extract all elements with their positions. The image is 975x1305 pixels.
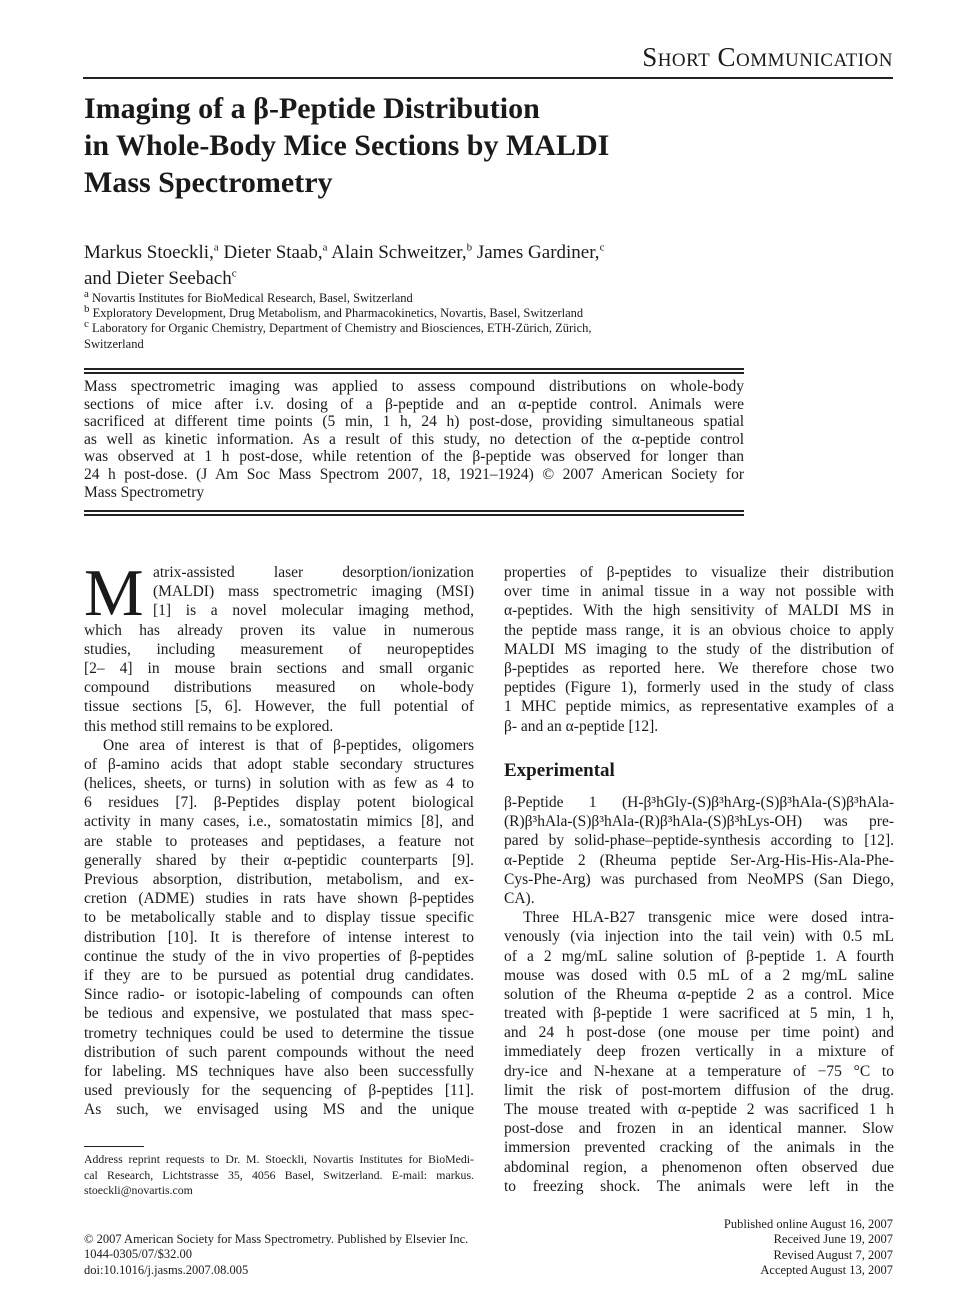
body-line: Three HLA-B27 transgenic mice were dosed intra- xyxy=(523,909,894,927)
affil-text: Novartis Institutes for BioMedical Research, Basel, Switzerland xyxy=(88,291,413,305)
body-line: used previously for the sequencing of β-peptides [11]. xyxy=(84,1082,474,1100)
body-line: β-Peptide 1 (H-β³hGly-(S)β³hArg-(S)β³hAla-(S)β³hAla- xyxy=(504,794,894,811)
title-line: Mass Spectrometry xyxy=(84,166,333,199)
body-line: distribution [10]. It is therefore of intense interest to xyxy=(84,928,474,946)
body-line: (R)β³hAla-(S)β³hAla-(R)β³hAla-(S)β³hLys-OH) was pre- xyxy=(504,813,894,831)
affiliation xyxy=(84,318,724,336)
body-line: atrix-assisted laser desorption/ionization xyxy=(153,564,474,581)
body-line: activity in many cases, i.e., somatostatin mimics [8], and xyxy=(84,813,474,831)
affil-text: Exploratory Development, Drug Metabolism, and Pharmacokinetics, Novartis, Basel, Switzerland xyxy=(89,306,584,321)
body-line: this method still remains to be explored. xyxy=(84,717,334,735)
body-line: One area of interest is that of β-peptides, oligomers xyxy=(103,736,474,754)
body-line: limit the risk of post-mortem diffusion of the drug. xyxy=(504,1081,894,1099)
affil-mark: c xyxy=(84,318,89,331)
body-line: cretion (ADME) studies in rats have shown β-peptides xyxy=(84,890,474,908)
body-line: properties of β-peptides to visualize their distribution xyxy=(504,564,894,581)
abstract xyxy=(84,378,744,501)
title-line: in Whole-Body Mice Sections by MALDI xyxy=(84,129,610,162)
body-line: tissue sections [5, 6]. However, the full potential of xyxy=(84,698,474,716)
doi-line: doi:10.1016/j.jasms.2007.08.005 xyxy=(84,1262,249,1277)
body-line: mouse was dosed with 0.5 mL of a 2 mg/mL saline xyxy=(504,966,894,984)
abstract-line: was observed at 1 h post-dose, while retention of the β-peptide was observed for longer than xyxy=(84,448,744,466)
author-name: Dieter Staab, xyxy=(218,242,323,263)
author-name: and Dieter Seebach xyxy=(84,268,232,289)
body-line: which has already proven its value in numerous xyxy=(84,621,474,639)
body-line: pared by solid-phase–peptide-synthesis according to [12]. xyxy=(504,832,894,850)
abstract-line: sections of mice after i.v. dosing of a β-peptide and an α-peptide control. Animals were xyxy=(84,395,744,413)
body-line: generally shared by their α-peptidic counterparts [9]. xyxy=(84,851,474,869)
abstract-line: Mass Spectrometry xyxy=(84,483,205,501)
footnote-line: stoeckli@novartis.com xyxy=(84,1183,193,1197)
body-line: to freezing shock. The animals were left in the xyxy=(504,1177,894,1195)
affiliations xyxy=(84,287,724,352)
body-line: over time in animal tissue in a way not possible with xyxy=(504,583,894,601)
affiliation xyxy=(84,287,724,306)
author-name: James Gardiner, xyxy=(472,242,600,263)
intro-dropcap-lines xyxy=(153,563,474,621)
body-line: and 24 h post-dose (one mouse per time point) and xyxy=(504,1024,894,1042)
author-affil-mark: a xyxy=(322,241,328,254)
affiliation xyxy=(84,303,724,321)
body-line: of a 2 mg/mL saline solution of β-peptide 1. A fourth xyxy=(504,947,894,965)
copyright-block xyxy=(84,1232,468,1278)
author-list xyxy=(84,240,724,292)
abstract-rule-bottom xyxy=(84,514,744,516)
author-affil-mark: c xyxy=(599,241,605,254)
body-line: (helices, sheets, or turns) in solution with as few as 4 to xyxy=(84,775,474,793)
abstract-line: Mass spectrometric imaging was applied to assess compound distributions on whole-body xyxy=(84,378,744,395)
experimental-body xyxy=(504,793,894,1196)
body-line: α-peptides. With the high sensitivity of MALDI MS in xyxy=(504,602,894,620)
affil-text: Switzerland xyxy=(84,336,144,351)
body-line: be tedious and expensive, we postulated that mass spec- xyxy=(84,1005,474,1023)
body-line: dry-ice and N-hexane at a temperature of −75 °C to xyxy=(504,1062,894,1080)
accepted-date: Accepted August 13, 2007 xyxy=(760,1262,893,1277)
body-line: β- and an α-peptide [12]. xyxy=(504,717,659,735)
drop-cap: M xyxy=(84,556,144,630)
footnote-rule xyxy=(84,1146,144,1147)
body-line: to be metabolically stable and to display tissue specific xyxy=(84,909,474,927)
affil-text: Laboratory for Organic Chemistry, Department of Chemistry and Biosciences, ETH-Zürich, Zürich, xyxy=(88,321,592,336)
issn-line: 1044-0305/07/$32.00 xyxy=(84,1247,192,1262)
body-line: α-Peptide 2 (Rheuma peptide Ser-Arg-His-His-Ala-Phe- xyxy=(504,851,894,869)
author-affil-mark: b xyxy=(466,241,473,254)
copyright-line: © 2007 American Society for Mass Spectrometry. Published by Elsevier Inc. xyxy=(84,1232,469,1246)
body-line: of β-amino acids that adopt stable secondary structures xyxy=(84,755,474,773)
author-affil-mark: a xyxy=(213,241,219,254)
affil-mark: b xyxy=(84,303,90,316)
body-line: Since radio- or isotopic-labeling of compounds can often xyxy=(84,986,474,1004)
body-line: peptides (Figure 1), formerly used in the study of class xyxy=(504,679,894,697)
body-line: post-dose and frozen in an identical manner. Slow xyxy=(504,1120,894,1138)
received-date: Received June 19, 2007 xyxy=(773,1232,893,1247)
author-name: Alain Schweitzer, xyxy=(327,242,467,263)
body-line: [1] is a novel molecular imaging method, xyxy=(153,602,474,620)
affil-mark: a xyxy=(84,287,89,300)
body-line: venously (via injection into the tail vein) with 0.5 mL xyxy=(504,928,894,946)
author-name: Markus Stoeckli, xyxy=(84,242,214,263)
abstract-rule-top xyxy=(84,368,744,370)
header-rule xyxy=(83,77,893,79)
revised-date: Revised August 7, 2007 xyxy=(773,1247,893,1262)
body-line: if they are to be pursued as potential drug candidates. xyxy=(84,966,474,984)
title-line: Imaging of a β-Peptide Distribution xyxy=(84,92,540,125)
body-line: solution of the Rheuma α-peptide 2 as a control. Mice xyxy=(504,985,894,1003)
abstract-line: 24 h post-dose. (J Am Soc Mass Spectrom 2007, 18, 1921–1924) © 2007 American Society for xyxy=(84,465,744,483)
body-line: distribution of such parent compounds without the need xyxy=(84,1043,474,1061)
body-line: 6 residues [7]. β-Peptides display potent biological xyxy=(84,794,474,812)
body-line: 1 MHC peptide mimics, as representative examples of a xyxy=(504,698,894,716)
body-line: Cys-Phe-Arg) was purchased from NeoMPS (San Diego, xyxy=(504,870,894,888)
correspondence-footnote xyxy=(84,1152,474,1199)
affiliation xyxy=(84,337,724,352)
body-line: are stable to proteases and peptidases, a feature not xyxy=(84,832,474,850)
author-line xyxy=(84,266,724,292)
abstract-rule-bottom xyxy=(84,510,744,512)
body-line: trometry techniques could be used to determine the tissue xyxy=(84,1024,474,1042)
body-line: continue the study of the in vivo properties of β-peptides xyxy=(84,947,474,965)
author-line xyxy=(84,240,724,266)
section-label: Short Communication xyxy=(642,42,893,72)
body-line: The mouse treated with α-peptide 2 was sacrificed 1 h xyxy=(504,1101,894,1118)
body-line: β-peptides as reported here. We therefore chose two xyxy=(504,659,894,677)
right-column-intro xyxy=(504,563,894,736)
abstract-line: sacrificed at different time points (5 min, 1 h, 24 h) post-dose, providing simultaneous spatial xyxy=(84,413,744,431)
body-line: compound distributions measured on whole-body xyxy=(84,679,474,697)
published-date: Published online August 16, 2007 xyxy=(723,1217,893,1231)
abstract-rule-top xyxy=(84,372,744,374)
abstract-line: as well as kinetic information. As a result of this study, no detection of the α-peptide control xyxy=(84,430,744,448)
body-line: Previous absorption, distribution, metabolism, and ex- xyxy=(84,871,474,889)
body-line: abdominal region, a phenomenon often observed due xyxy=(504,1158,894,1176)
body-line: As such, we envisaged using MS and the unique xyxy=(84,1101,474,1119)
body-line: studies, including measurement of neuropeptides xyxy=(84,640,474,658)
section-heading-experimental: Experimental xyxy=(504,760,615,781)
article-title xyxy=(84,90,724,201)
body-line: [2– 4] in mouse brain sections and small organic xyxy=(84,659,474,677)
footnote-line: Address reprint requests to Dr. M. Stoeckli, Novartis Institutes for BioMedi- xyxy=(84,1152,474,1166)
body-line: (MALDI) mass spectrometric imaging (MSI) xyxy=(153,583,474,601)
body-line: MALDI MS imaging to the study of the distribution of xyxy=(504,640,894,658)
dates-block xyxy=(724,1217,893,1278)
body-line: the peptide mass range, it is an obvious choice to apply xyxy=(504,621,894,639)
body-line: immersion prevented cracking of the animals in the xyxy=(504,1139,894,1157)
body-line: for labeling. MS techniques have also been successfully xyxy=(84,1062,474,1080)
body-line: CA). xyxy=(504,889,535,907)
body-line: immediately deep frozen vertically in a mixture of xyxy=(504,1043,894,1061)
body-line: treated with β-peptide 1 were sacrificed at 5 min, 1 h, xyxy=(504,1005,894,1023)
left-column-body xyxy=(84,621,474,1120)
author-affil-mark: c xyxy=(231,267,237,280)
footnote-line: cal Research, Lichtstrasse 35, 4056 Basel, Switzerland. E-mail: markus. xyxy=(84,1167,474,1182)
